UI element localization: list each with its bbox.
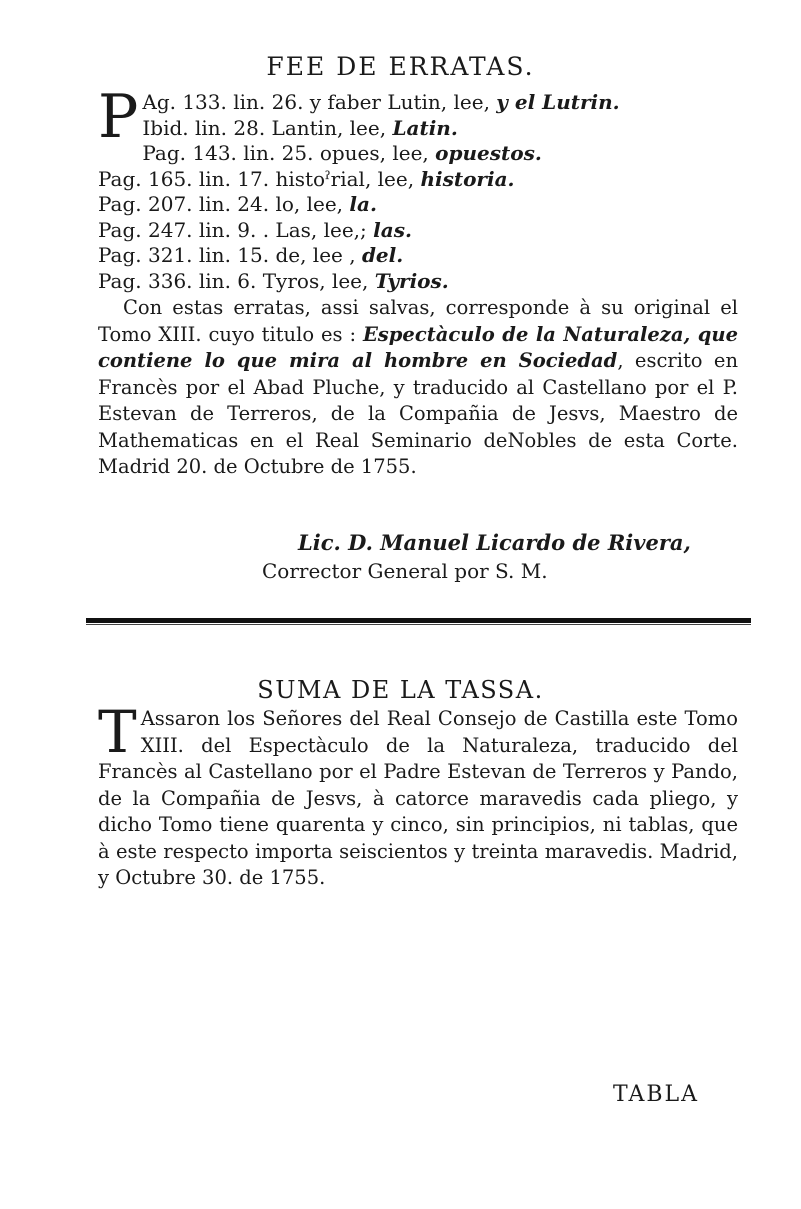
errata-entry: [98, 90, 738, 116]
errata-ref: Pag. 143. lin. 25. opues, lee,: [142, 141, 429, 165]
errata-entry: [98, 141, 738, 167]
errata-ref: Ag. 133. lin. 26. y faber Lutin, lee,: [142, 90, 490, 114]
signature-name: Lic. D. Manuel Licardo de Rivera,: [298, 530, 691, 555]
divider-rule: [86, 618, 751, 623]
catchword: TABLA: [613, 1082, 700, 1107]
errata-ref: Pag. 321. lin. 15. de, lee ,: [98, 243, 356, 267]
errata-ref: Pag. 336. lin. 6. Tyros, lee,: [98, 268, 369, 293]
divider-rule-thin: [86, 624, 751, 625]
errata-correction: Tyrios.: [374, 268, 449, 293]
errata-ref: Ibid. lin. 28. Lantin, lee,: [142, 115, 387, 140]
errata-ref: Pag. 207. lin. 24. lo, lee,: [98, 192, 344, 216]
errata-correction: y el Lutrin.: [496, 90, 620, 114]
page-title: FEE DE ERRATAS.: [266, 52, 535, 81]
tassa-text: Assaron los Señores del Real Consejo de Castilla este Tomo XIII. del Espectàculo de la Naturaleza, traducido del Francès al Castellano por el Padre Estevan de Terreros y Pando, de la Compañia de Jesvs, à catorce maravedis cada pliego, y dicho Tomo tiene quarenta y cinco, sin principios, ni tablas, que à este respecto importa seiscientos y treinta maravedis. Madrid, y Octubre 30. de 1755.: [98, 707, 738, 889]
errata-ref: Pag. 247. lin. 9. . Las, lee,;: [98, 217, 367, 242]
tassa-title: SUMA DE LA TASSA.: [257, 676, 544, 704]
errata-correction: la.: [349, 192, 377, 216]
paragraph-text-start: Con estas erratas, assi salvas, corresponde à su original el Tomo XIII. cuyo titulo es :: [98, 296, 738, 346]
errata-correction: historia.: [420, 166, 515, 191]
paragraph-text-end: , escrito en Francès por el Abad Pluche, y traducido al Castellano por el P. Estevan de Terreros, de la Compañia de Jesvs, Maestro de Mathematicas en el Real Seminario deNobles de esta Corte. Madrid 20. de Octubre de 1755.: [98, 349, 738, 478]
errata-correction: opuestos.: [435, 141, 542, 165]
book-title-italic: Espectàculo de la Naturaleza, que contiene lo que mira al hombre en Sociedad: [98, 322, 738, 372]
errata-entry: [98, 243, 738, 269]
errata-ref: Pag. 165. lin. 17. histoˀrial, lee,: [98, 166, 415, 191]
tassa-paragraph: [98, 698, 738, 892]
errata-entry: [98, 192, 738, 218]
errata-entry: [98, 269, 738, 295]
errata-list: [98, 82, 738, 294]
errata-correction: Latin.: [392, 115, 458, 140]
errata-entry: [98, 116, 738, 142]
errata-dropcap: P: [98, 82, 139, 152]
errata-entry: [98, 218, 738, 244]
errata-correction: del.: [361, 243, 404, 267]
signature-role: Corrector General por S. M.: [262, 559, 548, 583]
tassa-dropcap: T: [98, 698, 137, 766]
errata-entry: [98, 167, 738, 193]
errata-correction: las.: [373, 217, 412, 242]
errata-certification-paragraph: [98, 295, 738, 481]
